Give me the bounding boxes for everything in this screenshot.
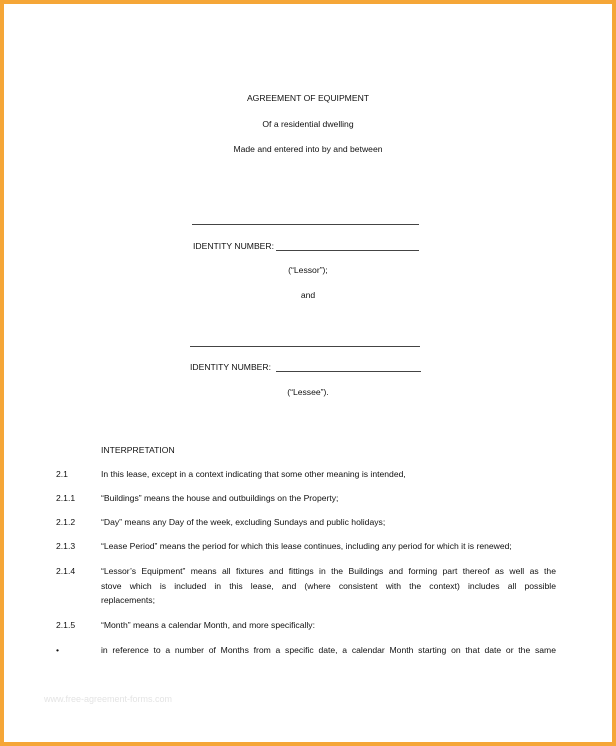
intro-line: Made and entered into by and between [233, 144, 383, 154]
clause-text: “Month” means a calendar Month, and more specifically: [101, 620, 315, 630]
and-text: and [300, 290, 316, 300]
lessee-id-line [276, 371, 421, 372]
clause-text: in reference to a number of Months from a specific date, a calendar Month starting on that date or the same [101, 645, 556, 655]
lessor-id-line [276, 250, 419, 251]
clause-number: 2.1.2 [56, 517, 76, 527]
document-title: AGREEMENT OF EQUIPMENT [246, 93, 370, 103]
clause-text-line: stove which is included in this lease, and (where consistent with the context) includes all possible [101, 581, 556, 591]
clause-number: 2.1 [56, 469, 68, 479]
lessee-id-label: IDENTITY NUMBER: [190, 362, 272, 372]
lessor-id-label: IDENTITY NUMBER: [193, 241, 275, 251]
clause-text-line: replacements; [101, 595, 155, 605]
clause-number: 2.1.5 [56, 620, 76, 630]
clause-text-line: “Lessor’s Equipment” means all fixtures and fittings in the Buildings and forming part thereof as well as the [101, 566, 556, 576]
lessee-tag: (“Lessee”). [287, 387, 329, 397]
document-page [4, 4, 612, 742]
document-subtitle: Of a residential dwelling [262, 119, 354, 129]
lessor-name-line [192, 224, 419, 225]
clause-text: In this lease, except in a context indicating that some other meaning is intended, [101, 469, 406, 479]
clause-number: 2.1.1 [56, 493, 76, 503]
clause-number: 2.1.4 [56, 566, 76, 576]
clause-number: 2.1.3 [56, 541, 76, 551]
clause-text: “Day” means any Day of the week, excluding Sundays and public holidays; [101, 517, 386, 527]
section-heading: INTERPRETATION [101, 445, 175, 455]
bullet-marker: • [56, 645, 60, 655]
clause-text: “Buildings” means the house and outbuildings on the Property; [101, 493, 339, 503]
watermark: www.free-agreement-forms.com [44, 694, 173, 704]
lessor-tag: (“Lessor”); [288, 265, 328, 275]
lessee-name-line [190, 346, 420, 347]
clause-text: “Lease Period” means the period for which this lease continues, including any period for which it is renewed; [101, 541, 512, 551]
